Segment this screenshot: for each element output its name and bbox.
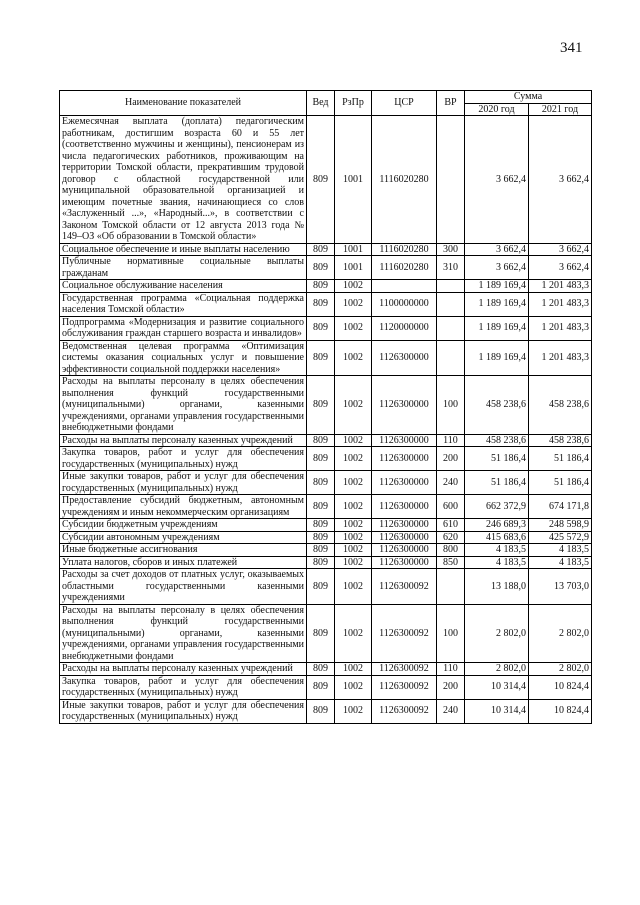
row-ved: 809 bbox=[307, 604, 335, 663]
table-row bbox=[60, 556, 592, 569]
row-vr: 110 bbox=[437, 663, 465, 676]
header-sum: Сумма bbox=[465, 91, 592, 104]
row-ved: 809 bbox=[307, 316, 335, 340]
row-rzpr: 1002 bbox=[335, 604, 372, 663]
row-ved: 809 bbox=[307, 280, 335, 293]
row-amount-2020: 2 802,0 bbox=[465, 604, 529, 663]
row-ved: 809 bbox=[307, 243, 335, 256]
row-rzpr: 1002 bbox=[335, 699, 372, 723]
row-vr: 800 bbox=[437, 544, 465, 557]
row-amount-2021: 248 598,9 bbox=[529, 519, 592, 532]
table-row bbox=[60, 471, 592, 495]
row-csr: 1126300092 bbox=[372, 604, 437, 663]
row-name: Иные бюджетные ассигнования bbox=[60, 544, 307, 557]
row-ved: 809 bbox=[307, 447, 335, 471]
table-row bbox=[60, 447, 592, 471]
row-vr bbox=[437, 280, 465, 293]
row-name: Субсидии автономным учреждениям bbox=[60, 531, 307, 544]
row-csr: 1126300000 bbox=[372, 544, 437, 557]
row-ved: 809 bbox=[307, 471, 335, 495]
row-name: Расходы на выплаты персоналу в целях обеспечения выполнения функций государственными (муниципальными) органами, казенными учреждениями, органами управления государственными внебюджетными фондами bbox=[60, 604, 307, 663]
header-year-2020: 2020 год bbox=[465, 103, 529, 116]
row-rzpr: 1002 bbox=[335, 471, 372, 495]
row-amount-2021: 674 171,8 bbox=[529, 495, 592, 519]
row-vr bbox=[437, 292, 465, 316]
row-rzpr: 1002 bbox=[335, 675, 372, 699]
row-amount-2021: 458 238,6 bbox=[529, 376, 592, 435]
row-vr: 240 bbox=[437, 699, 465, 723]
row-name: Закупка товаров, работ и услуг для обеспечения государственных (муниципальных) нужд bbox=[60, 447, 307, 471]
row-vr: 600 bbox=[437, 495, 465, 519]
row-rzpr: 1002 bbox=[335, 316, 372, 340]
row-ved: 809 bbox=[307, 569, 335, 605]
row-name: Иные закупки товаров, работ и услуг для обеспечения государственных (муниципальных) нужд bbox=[60, 699, 307, 723]
row-vr: 310 bbox=[437, 256, 465, 280]
row-name: Государственная программа «Социальная поддержка населения Томской области» bbox=[60, 292, 307, 316]
row-amount-2021: 1 201 483,3 bbox=[529, 292, 592, 316]
row-vr: 610 bbox=[437, 519, 465, 532]
table-row bbox=[60, 663, 592, 676]
row-vr bbox=[437, 316, 465, 340]
row-amount-2021: 3 662,4 bbox=[529, 243, 592, 256]
row-csr: 1126300000 bbox=[372, 447, 437, 471]
row-rzpr: 1002 bbox=[335, 519, 372, 532]
budget-table bbox=[59, 90, 592, 724]
row-csr: 1116020280 bbox=[372, 256, 437, 280]
row-csr: 1126300092 bbox=[372, 569, 437, 605]
row-vr: 100 bbox=[437, 604, 465, 663]
row-name: Расходы на выплаты персоналу в целях обеспечения выполнения функций государственными (муниципальными) органами, казенными учреждениями, органами управления государственными внебюджетными фондами bbox=[60, 376, 307, 435]
row-ved: 809 bbox=[307, 376, 335, 435]
row-amount-2020: 3 662,4 bbox=[465, 116, 529, 244]
row-vr bbox=[437, 569, 465, 605]
row-rzpr: 1002 bbox=[335, 340, 372, 376]
row-csr: 1126300000 bbox=[372, 531, 437, 544]
row-amount-2020: 10 314,4 bbox=[465, 699, 529, 723]
table-row bbox=[60, 340, 592, 376]
row-vr: 110 bbox=[437, 434, 465, 447]
row-ved: 809 bbox=[307, 519, 335, 532]
table-row bbox=[60, 434, 592, 447]
row-name: Подпрограмма «Модернизация и развитие социального обслуживания граждан старшего возраста и инвалидов» bbox=[60, 316, 307, 340]
table-row bbox=[60, 116, 592, 244]
header-rzpr: РзПр bbox=[335, 91, 372, 116]
page-number: 341 bbox=[560, 40, 583, 56]
row-amount-2020: 1 189 169,4 bbox=[465, 280, 529, 293]
row-rzpr: 1002 bbox=[335, 376, 372, 435]
row-rzpr: 1002 bbox=[335, 280, 372, 293]
row-rzpr: 1002 bbox=[335, 531, 372, 544]
row-ved: 809 bbox=[307, 675, 335, 699]
row-csr: 1120000000 bbox=[372, 316, 437, 340]
row-amount-2020: 1 189 169,4 bbox=[465, 316, 529, 340]
row-rzpr: 1002 bbox=[335, 292, 372, 316]
row-name: Уплата налогов, сборов и иных платежей bbox=[60, 556, 307, 569]
row-csr: 1126300000 bbox=[372, 340, 437, 376]
row-csr: 1126300000 bbox=[372, 434, 437, 447]
row-name: Социальное обеспечение и иные выплаты населению bbox=[60, 243, 307, 256]
header-ved: Вед bbox=[307, 91, 335, 116]
row-amount-2020: 51 186,4 bbox=[465, 471, 529, 495]
header-csr: ЦСР bbox=[372, 91, 437, 116]
row-name: Ежемесячная выплата (доплата) педагогическим работникам, достигшим возраста 60 и 55 лет (соответственно мужчины и женщины), пенсионерам из числа педагогических работников, проживающим на территории Томской области, прекратившим трудовой договор с областной государственной или муниципальной образовательной организацией и имеющим почетные звания, начинающиеся со слов «Заслуженный ...», «Народный...», в соответствии с Законом Томской области от 12 августа 2013 года № 149–ОЗ «Об образовании в Томской области» bbox=[60, 116, 307, 244]
row-amount-2021: 3 662,4 bbox=[529, 116, 592, 244]
row-rzpr: 1002 bbox=[335, 569, 372, 605]
row-amount-2020: 415 683,6 bbox=[465, 531, 529, 544]
row-amount-2021: 51 186,4 bbox=[529, 447, 592, 471]
row-name: Предоставление субсидий бюджетным, автономным учреждениям и иным некоммерческим организациям bbox=[60, 495, 307, 519]
row-csr: 1116020280 bbox=[372, 116, 437, 244]
table-row bbox=[60, 316, 592, 340]
row-rzpr: 1002 bbox=[335, 663, 372, 676]
row-amount-2020: 662 372,9 bbox=[465, 495, 529, 519]
row-amount-2021: 458 238,6 bbox=[529, 434, 592, 447]
table-body bbox=[60, 116, 592, 724]
row-csr: 1126300092 bbox=[372, 663, 437, 676]
row-name: Расходы за счет доходов от платных услуг, оказываемых областными государственными казенными учреждениями bbox=[60, 569, 307, 605]
row-amount-2020: 4 183,5 bbox=[465, 556, 529, 569]
row-amount-2021: 10 824,4 bbox=[529, 699, 592, 723]
row-rzpr: 1001 bbox=[335, 116, 372, 244]
row-csr: 1116020280 bbox=[372, 243, 437, 256]
row-rzpr: 1002 bbox=[335, 556, 372, 569]
row-name: Публичные нормативные социальные выплаты гражданам bbox=[60, 256, 307, 280]
header-year-2021: 2021 год bbox=[529, 103, 592, 116]
row-rzpr: 1002 bbox=[335, 544, 372, 557]
row-amount-2020: 3 662,4 bbox=[465, 256, 529, 280]
row-amount-2020: 51 186,4 bbox=[465, 447, 529, 471]
row-amount-2020: 4 183,5 bbox=[465, 544, 529, 557]
row-ved: 809 bbox=[307, 256, 335, 280]
row-csr: 1126300000 bbox=[372, 519, 437, 532]
table-row bbox=[60, 699, 592, 723]
row-ved: 809 bbox=[307, 434, 335, 447]
row-vr: 850 bbox=[437, 556, 465, 569]
row-rzpr: 1001 bbox=[335, 256, 372, 280]
table-row bbox=[60, 569, 592, 605]
table-row bbox=[60, 519, 592, 532]
row-name: Иные закупки товаров, работ и услуг для обеспечения государственных (муниципальных) нужд bbox=[60, 471, 307, 495]
row-csr bbox=[372, 280, 437, 293]
row-name: Расходы на выплаты персоналу казенных учреждений bbox=[60, 434, 307, 447]
row-ved: 809 bbox=[307, 495, 335, 519]
row-name: Социальное обслуживание населения bbox=[60, 280, 307, 293]
row-amount-2021: 13 703,0 bbox=[529, 569, 592, 605]
row-ved: 809 bbox=[307, 116, 335, 244]
row-vr: 620 bbox=[437, 531, 465, 544]
row-amount-2020: 10 314,4 bbox=[465, 675, 529, 699]
row-amount-2020: 458 238,6 bbox=[465, 434, 529, 447]
row-amount-2020: 458 238,6 bbox=[465, 376, 529, 435]
row-amount-2020: 1 189 169,4 bbox=[465, 292, 529, 316]
row-ved: 809 bbox=[307, 292, 335, 316]
row-amount-2021: 51 186,4 bbox=[529, 471, 592, 495]
row-ved: 809 bbox=[307, 699, 335, 723]
row-csr: 1126300092 bbox=[372, 675, 437, 699]
row-rzpr: 1001 bbox=[335, 243, 372, 256]
table-row bbox=[60, 675, 592, 699]
row-csr: 1126300000 bbox=[372, 376, 437, 435]
row-name: Субсидии бюджетным учреждениям bbox=[60, 519, 307, 532]
row-amount-2021: 425 572,9 bbox=[529, 531, 592, 544]
row-name: Ведомственная целевая программа «Оптимизация системы оказания социальных услуг и повышение эффективности социальной поддержки населения» bbox=[60, 340, 307, 376]
row-vr bbox=[437, 116, 465, 244]
table-row bbox=[60, 256, 592, 280]
row-ved: 809 bbox=[307, 663, 335, 676]
row-vr: 200 bbox=[437, 675, 465, 699]
table-row bbox=[60, 604, 592, 663]
row-amount-2021: 2 802,0 bbox=[529, 663, 592, 676]
table-row bbox=[60, 531, 592, 544]
row-rzpr: 1002 bbox=[335, 495, 372, 519]
row-csr: 1126300000 bbox=[372, 495, 437, 519]
row-vr bbox=[437, 340, 465, 376]
row-csr: 1126300092 bbox=[372, 699, 437, 723]
row-ved: 809 bbox=[307, 556, 335, 569]
row-ved: 809 bbox=[307, 531, 335, 544]
row-amount-2021: 4 183,5 bbox=[529, 556, 592, 569]
table-row bbox=[60, 280, 592, 293]
row-ved: 809 bbox=[307, 544, 335, 557]
row-amount-2021: 1 201 483,3 bbox=[529, 280, 592, 293]
table-row bbox=[60, 495, 592, 519]
header-name: Наименование показателей bbox=[60, 91, 307, 116]
row-rzpr: 1002 bbox=[335, 434, 372, 447]
row-amount-2020: 13 188,0 bbox=[465, 569, 529, 605]
row-amount-2020: 1 189 169,4 bbox=[465, 340, 529, 376]
row-vr: 100 bbox=[437, 376, 465, 435]
row-amount-2021: 2 802,0 bbox=[529, 604, 592, 663]
header-vr: ВР bbox=[437, 91, 465, 116]
row-vr: 300 bbox=[437, 243, 465, 256]
row-csr: 1126300000 bbox=[372, 471, 437, 495]
row-rzpr: 1002 bbox=[335, 447, 372, 471]
row-amount-2021: 4 183,5 bbox=[529, 544, 592, 557]
row-amount-2021: 3 662,4 bbox=[529, 256, 592, 280]
table-header bbox=[60, 91, 592, 116]
row-name: Закупка товаров, работ и услуг для обеспечения государственных (муниципальных) нужд bbox=[60, 675, 307, 699]
table-row bbox=[60, 544, 592, 557]
table-row bbox=[60, 243, 592, 256]
row-amount-2021: 10 824,4 bbox=[529, 675, 592, 699]
row-vr: 240 bbox=[437, 471, 465, 495]
row-amount-2020: 3 662,4 bbox=[465, 243, 529, 256]
table-row bbox=[60, 376, 592, 435]
row-csr: 1100000000 bbox=[372, 292, 437, 316]
row-amount-2021: 1 201 483,3 bbox=[529, 340, 592, 376]
row-amount-2020: 2 802,0 bbox=[465, 663, 529, 676]
row-ved: 809 bbox=[307, 340, 335, 376]
row-name: Расходы на выплаты персоналу казенных учреждений bbox=[60, 663, 307, 676]
row-vr: 200 bbox=[437, 447, 465, 471]
row-csr: 1126300000 bbox=[372, 556, 437, 569]
row-amount-2020: 246 689,3 bbox=[465, 519, 529, 532]
row-amount-2021: 1 201 483,3 bbox=[529, 316, 592, 340]
table-row bbox=[60, 292, 592, 316]
